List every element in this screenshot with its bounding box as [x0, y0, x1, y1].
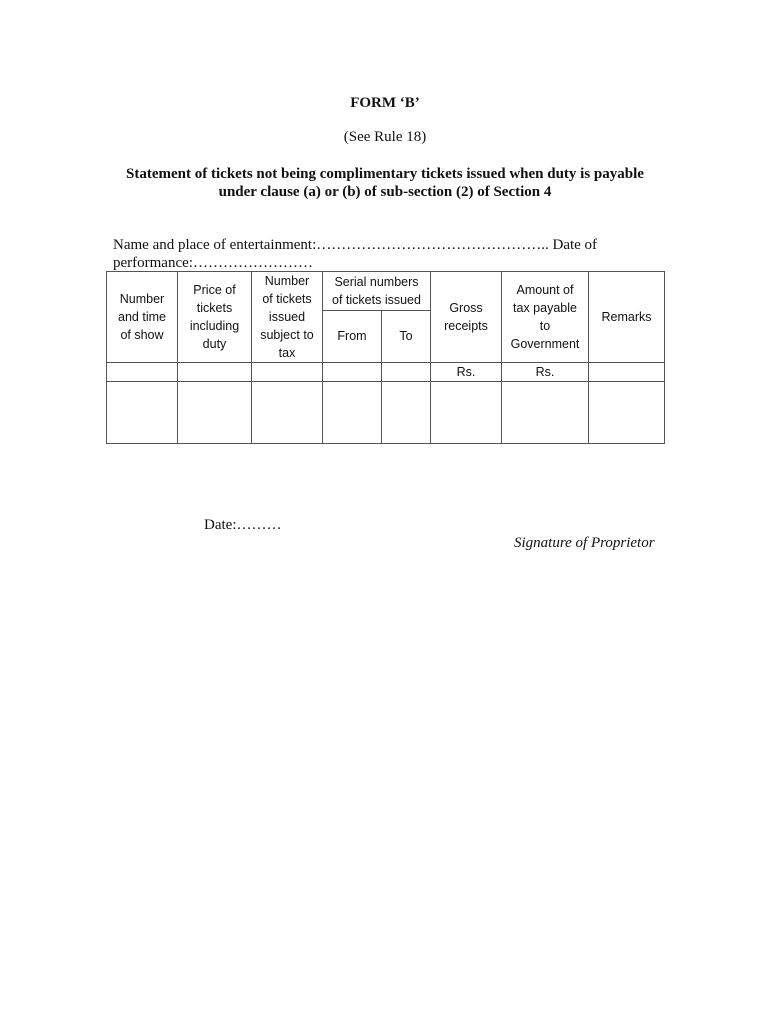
- tickets-statement-table: [106, 271, 665, 444]
- header-gross-receipts: Gross receipts: [431, 272, 502, 363]
- table-cell: [431, 382, 502, 444]
- unit-cell: [382, 363, 431, 382]
- table-cell: [107, 382, 178, 444]
- table-cell: [589, 382, 665, 444]
- unit-cell: [323, 363, 382, 382]
- entertainment-name-place-line: Name and place of entertainment:……………………………………….. Date of: [113, 237, 598, 253]
- unit-cell: [178, 363, 252, 382]
- header-amount-of-tax-payable: Amount of tax payable to Government: [502, 272, 589, 363]
- table-row: [107, 382, 665, 444]
- unit-cell: [252, 363, 323, 382]
- entertainment-details: [113, 236, 673, 272]
- header-number-of-tickets-issued: Number of tickets issued subject to tax: [252, 272, 323, 363]
- form-title: FORM ‘B’: [350, 95, 420, 111]
- date-label: Date:………: [204, 517, 282, 533]
- table-cell: [252, 382, 323, 444]
- unit-amount-of-tax: Rs.: [502, 363, 589, 382]
- table-cell: [502, 382, 589, 444]
- header-remarks: Remarks: [589, 272, 665, 363]
- table-header-row: [107, 272, 665, 311]
- header-serial-from: From: [323, 310, 382, 362]
- table-unit-row: [107, 363, 665, 382]
- unit-cell: [107, 363, 178, 382]
- header-serial-to: To: [382, 310, 431, 362]
- rule-reference: (See Rule 18): [343, 129, 427, 145]
- header-price-of-tickets: Price of tickets including duty: [178, 272, 252, 363]
- statement-line-2: under clause (a) or (b) of sub-section (2) of Section 4: [218, 184, 552, 200]
- table-cell: [178, 382, 252, 444]
- header-serial-numbers: Serial numbers of tickets issued: [323, 272, 431, 311]
- table-cell: [382, 382, 431, 444]
- signature-of-proprietor: Signature of Proprietor: [514, 535, 655, 551]
- table-cell: [323, 382, 382, 444]
- performance-date-line: performance:……………………: [113, 255, 313, 271]
- unit-cell: [589, 363, 665, 382]
- unit-gross-receipts: Rs.: [431, 363, 502, 382]
- header-number-time-of-show: Number and time of show: [107, 272, 178, 363]
- statement-line-1: Statement of tickets not being complimentary tickets issued when duty is payable: [126, 166, 644, 182]
- statement-heading: [0, 165, 770, 201]
